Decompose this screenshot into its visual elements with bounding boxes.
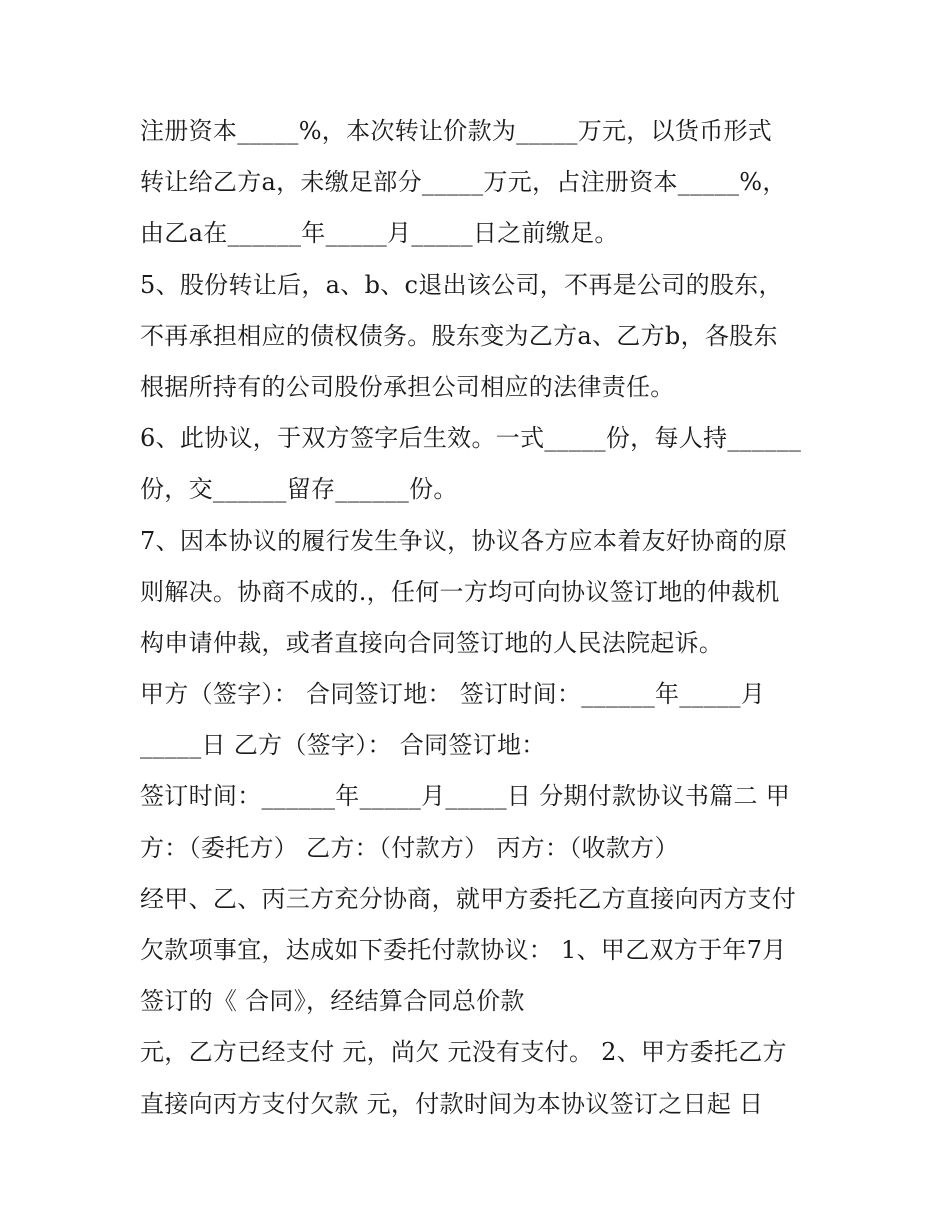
text-line: 6、此协议，于双方签字后生效。一式_____份，每人持______ <box>140 424 802 453</box>
text-line: 则解决。协商不成的.，任何一方均可向协议签订地的仲裁机 <box>140 577 780 606</box>
text-line: 注册资本_____%，本次转让价款为_____万元，以货币形式 <box>140 117 773 145</box>
text-line: 不再承担相应的债权债务。股东变为乙方a、乙方b，各股东 <box>140 321 778 350</box>
text-line: 经甲、乙、丙三方充分协商，就甲方委托乙方直接向丙方支付 <box>140 884 797 913</box>
text-line: 签订的《 合同》，经结算合同总价款 <box>140 987 525 1016</box>
text-line: 7、因本协议的履行发生争议，协议各方应本着友好协商的原 <box>140 526 788 555</box>
text-line: 根据所持有的公司股份承担公司相应的法律责任。 <box>140 372 675 401</box>
text-line: 方：（委托方） 乙方：（付款方） 丙方：（收款方） <box>140 833 679 862</box>
text-line: 由乙a在______年_____月_____日之前缴足。 <box>140 219 619 248</box>
text-line: 转让给乙方a，未缴足部分_____万元，占注册资本_____%， <box>140 168 787 197</box>
text-line: 元，乙方已经支付 元，尚欠 元没有支付。 2、甲方委托乙方 <box>140 1038 787 1067</box>
text-line: _____日 乙方（签字）： 合同签订地： <box>140 731 546 760</box>
text-line: 份，交______留存______份。 <box>140 475 458 504</box>
text-line: 欠款项事宜，达成如下委托付款协议： 1、甲乙双方于年7月 <box>140 936 787 964</box>
document-body <box>140 106 830 1130</box>
text-line: 甲方（签字）： 合同签订地： 签订时间：______年_____月 <box>140 680 766 709</box>
text-line: 构申请仲裁，或者直接向合同签订地的人民法院起诉。 <box>140 628 724 657</box>
text-line: 5、股份转让后，a、b、c退出该公司，不再是公司的股东， <box>140 270 783 299</box>
text-line: 签订时间：______年_____月_____日 分期付款协议书篇二 甲 <box>140 782 791 811</box>
text-line: 直接向丙方支付欠款 元，付款时间为本协议签订之日起 日 <box>140 1089 764 1118</box>
